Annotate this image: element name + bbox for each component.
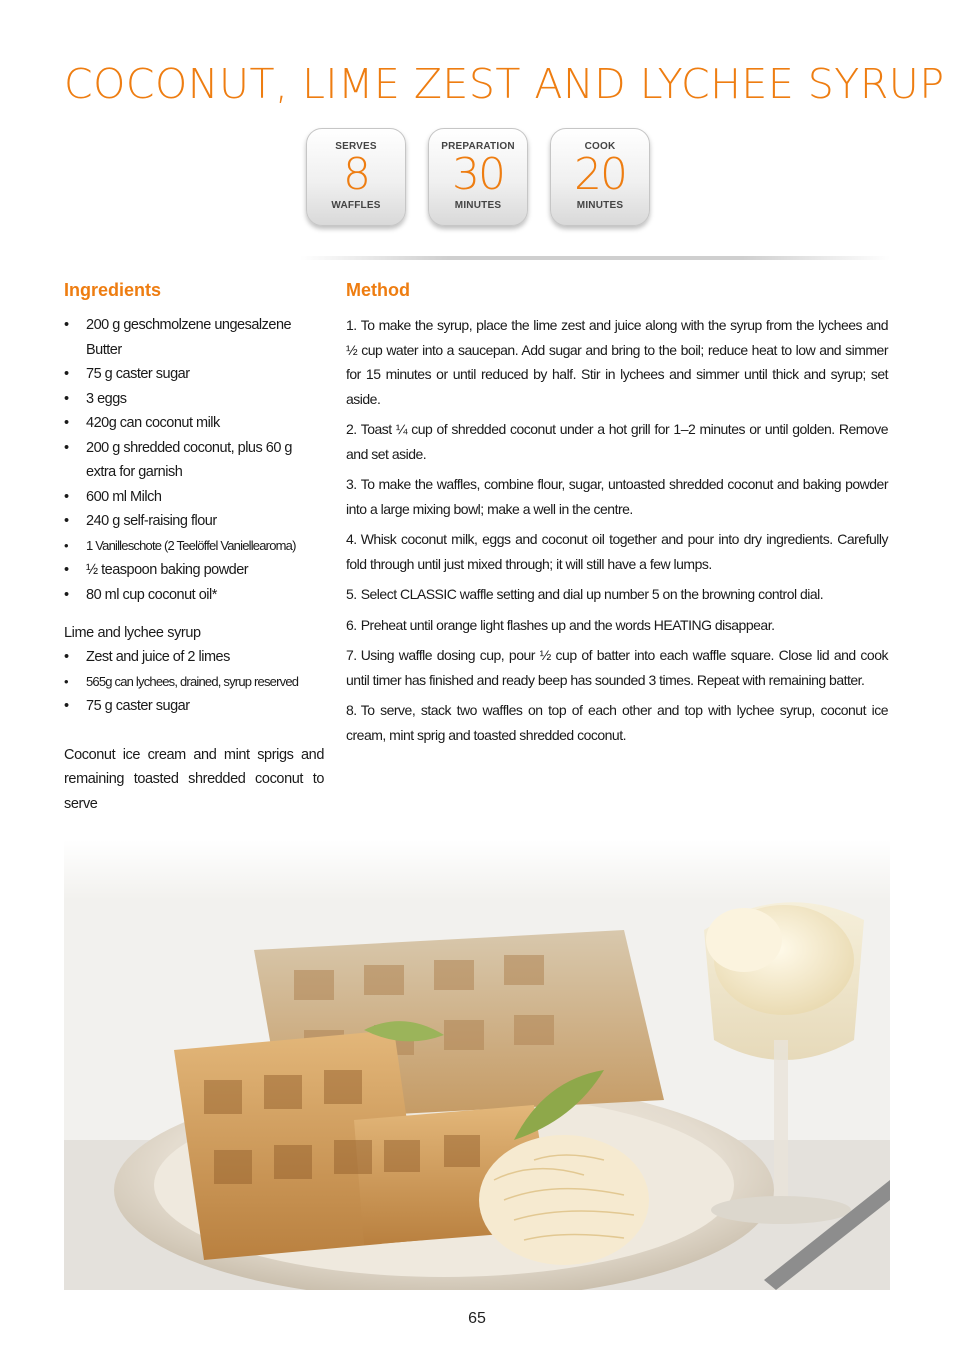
waffle-illustration: [64, 840, 890, 1290]
list-item: • 80 ml cup coconut oil*: [64, 583, 324, 608]
badge-label-bottom: MINUTES: [454, 200, 502, 211]
serve-note: Coconut ice cream and mint sprigs and remaining toasted shredded coconut to serve: [64, 746, 324, 812]
badge-value: 8: [343, 149, 369, 200]
badge-label-bottom: MINUTES: [576, 200, 624, 211]
list-item: • 240 g self-raising flour: [64, 509, 324, 534]
list-item: • 600 ml Milch: [64, 485, 324, 510]
badge-value: 20: [574, 149, 626, 200]
method-step: [346, 417, 888, 466]
step-text: To make the syrup, place the lime zest and juice along with the syrup from the lychees and ½ cup water into a saucepan. Add sugar and bring to the boil; reduce heat to low and simmer for 15 minutes or until reduced by half. Stir in lychees and simmer until thick and syrup; set aside.: [346, 317, 888, 407]
page-number: 65: [468, 1310, 486, 1327]
list-item: • 75 g caster sugar: [64, 362, 324, 387]
recipe-title: COCONUT, LIME ZEST AND LYCHEE SYRUP: [64, 60, 945, 108]
method-step: [346, 472, 888, 521]
step-text: Select CLASSIC waffle setting and dial up number 5 on the browning control dial.: [360, 586, 824, 602]
step-number: 8.: [346, 702, 357, 718]
list-item: • 200 g geschmolzene ungesalzene Butter: [64, 313, 324, 362]
syrup-list: [64, 645, 324, 719]
method-step: [346, 582, 888, 607]
list-item: • 200 g shredded coconut, plus 60 g extra for garnish: [64, 436, 324, 485]
method-step: [346, 527, 888, 576]
step-text: To make the waffles, combine flour, sugar, untoasted shredded coconut and baking powder into a large mixing bowl; make a well in the centre.: [346, 476, 888, 517]
cook-badge: [550, 128, 650, 226]
serves-badge: [306, 128, 406, 226]
method-step: [346, 613, 888, 638]
step-number: 4.: [346, 531, 357, 547]
step-number: 5.: [346, 586, 357, 602]
ingredients-section: [64, 280, 324, 889]
list-item: • 420g can coconut milk: [64, 411, 324, 436]
badge-label-top: COOK: [584, 141, 616, 152]
syrup-heading: Lime and lychee syrup: [64, 625, 201, 641]
ingredients-list: [64, 313, 324, 607]
list-item: • 75 g caster sugar: [64, 694, 324, 719]
method-section: [346, 280, 888, 753]
step-text: Toast ¼ cup of shredded coconut under a hot grill for 1–2 minutes or until golden. Remove and set aside.: [346, 421, 888, 462]
list-item: • 3 eggs: [64, 387, 324, 412]
section-divider: [300, 256, 890, 260]
method-step: [346, 313, 888, 411]
badge-label-top: SERVES: [335, 141, 377, 152]
waffle-photo: [64, 840, 890, 1290]
badge-value: 30: [452, 149, 504, 200]
step-number: 6.: [346, 616, 357, 633]
step-number: 7.: [346, 647, 357, 663]
recipe-stats: [306, 128, 650, 226]
method-step: [346, 643, 888, 692]
ingredients-heading: Ingredients: [64, 280, 162, 300]
step-number: 2.: [346, 421, 357, 437]
step-number: 1.: [346, 317, 357, 333]
method-step: [346, 698, 888, 747]
preparation-badge: [428, 128, 528, 226]
step-text: Using waffle dosing cup, pour ½ cup of batter into each waffle square. Close lid and cook until timer has finished and ready beep has sounded 3 times. Repeat with remaining batter.: [346, 647, 888, 688]
list-item: • ½ teaspoon baking powder: [64, 558, 324, 583]
step-text: To serve, stack two waffles on top of each other and top with lychee syrup, coconut ice cream, mint sprig and toasted shredded coconut.: [346, 702, 888, 743]
step-text: Preheat until orange light flashes up and the words HEATING disappear.: [360, 616, 775, 633]
list-item: • Zest and juice of 2 limes: [64, 645, 324, 670]
method-heading: Method: [346, 280, 410, 300]
step-number: 3.: [346, 476, 357, 492]
list-item: • 1 Vanilleschote (2 Teelöffel Vaniellearoma): [64, 534, 324, 559]
badge-label-top: PREPARATION: [441, 141, 515, 152]
list-item: • 565g can lychees, drained, syrup reserved: [64, 670, 324, 695]
badge-label-bottom: WAFFLES: [331, 200, 381, 211]
step-text: Whisk coconut milk, eggs and coconut oil together and pour into dry ingredients. Carefully fold through until just mixed through; it will still have a few lumps.: [346, 531, 888, 572]
